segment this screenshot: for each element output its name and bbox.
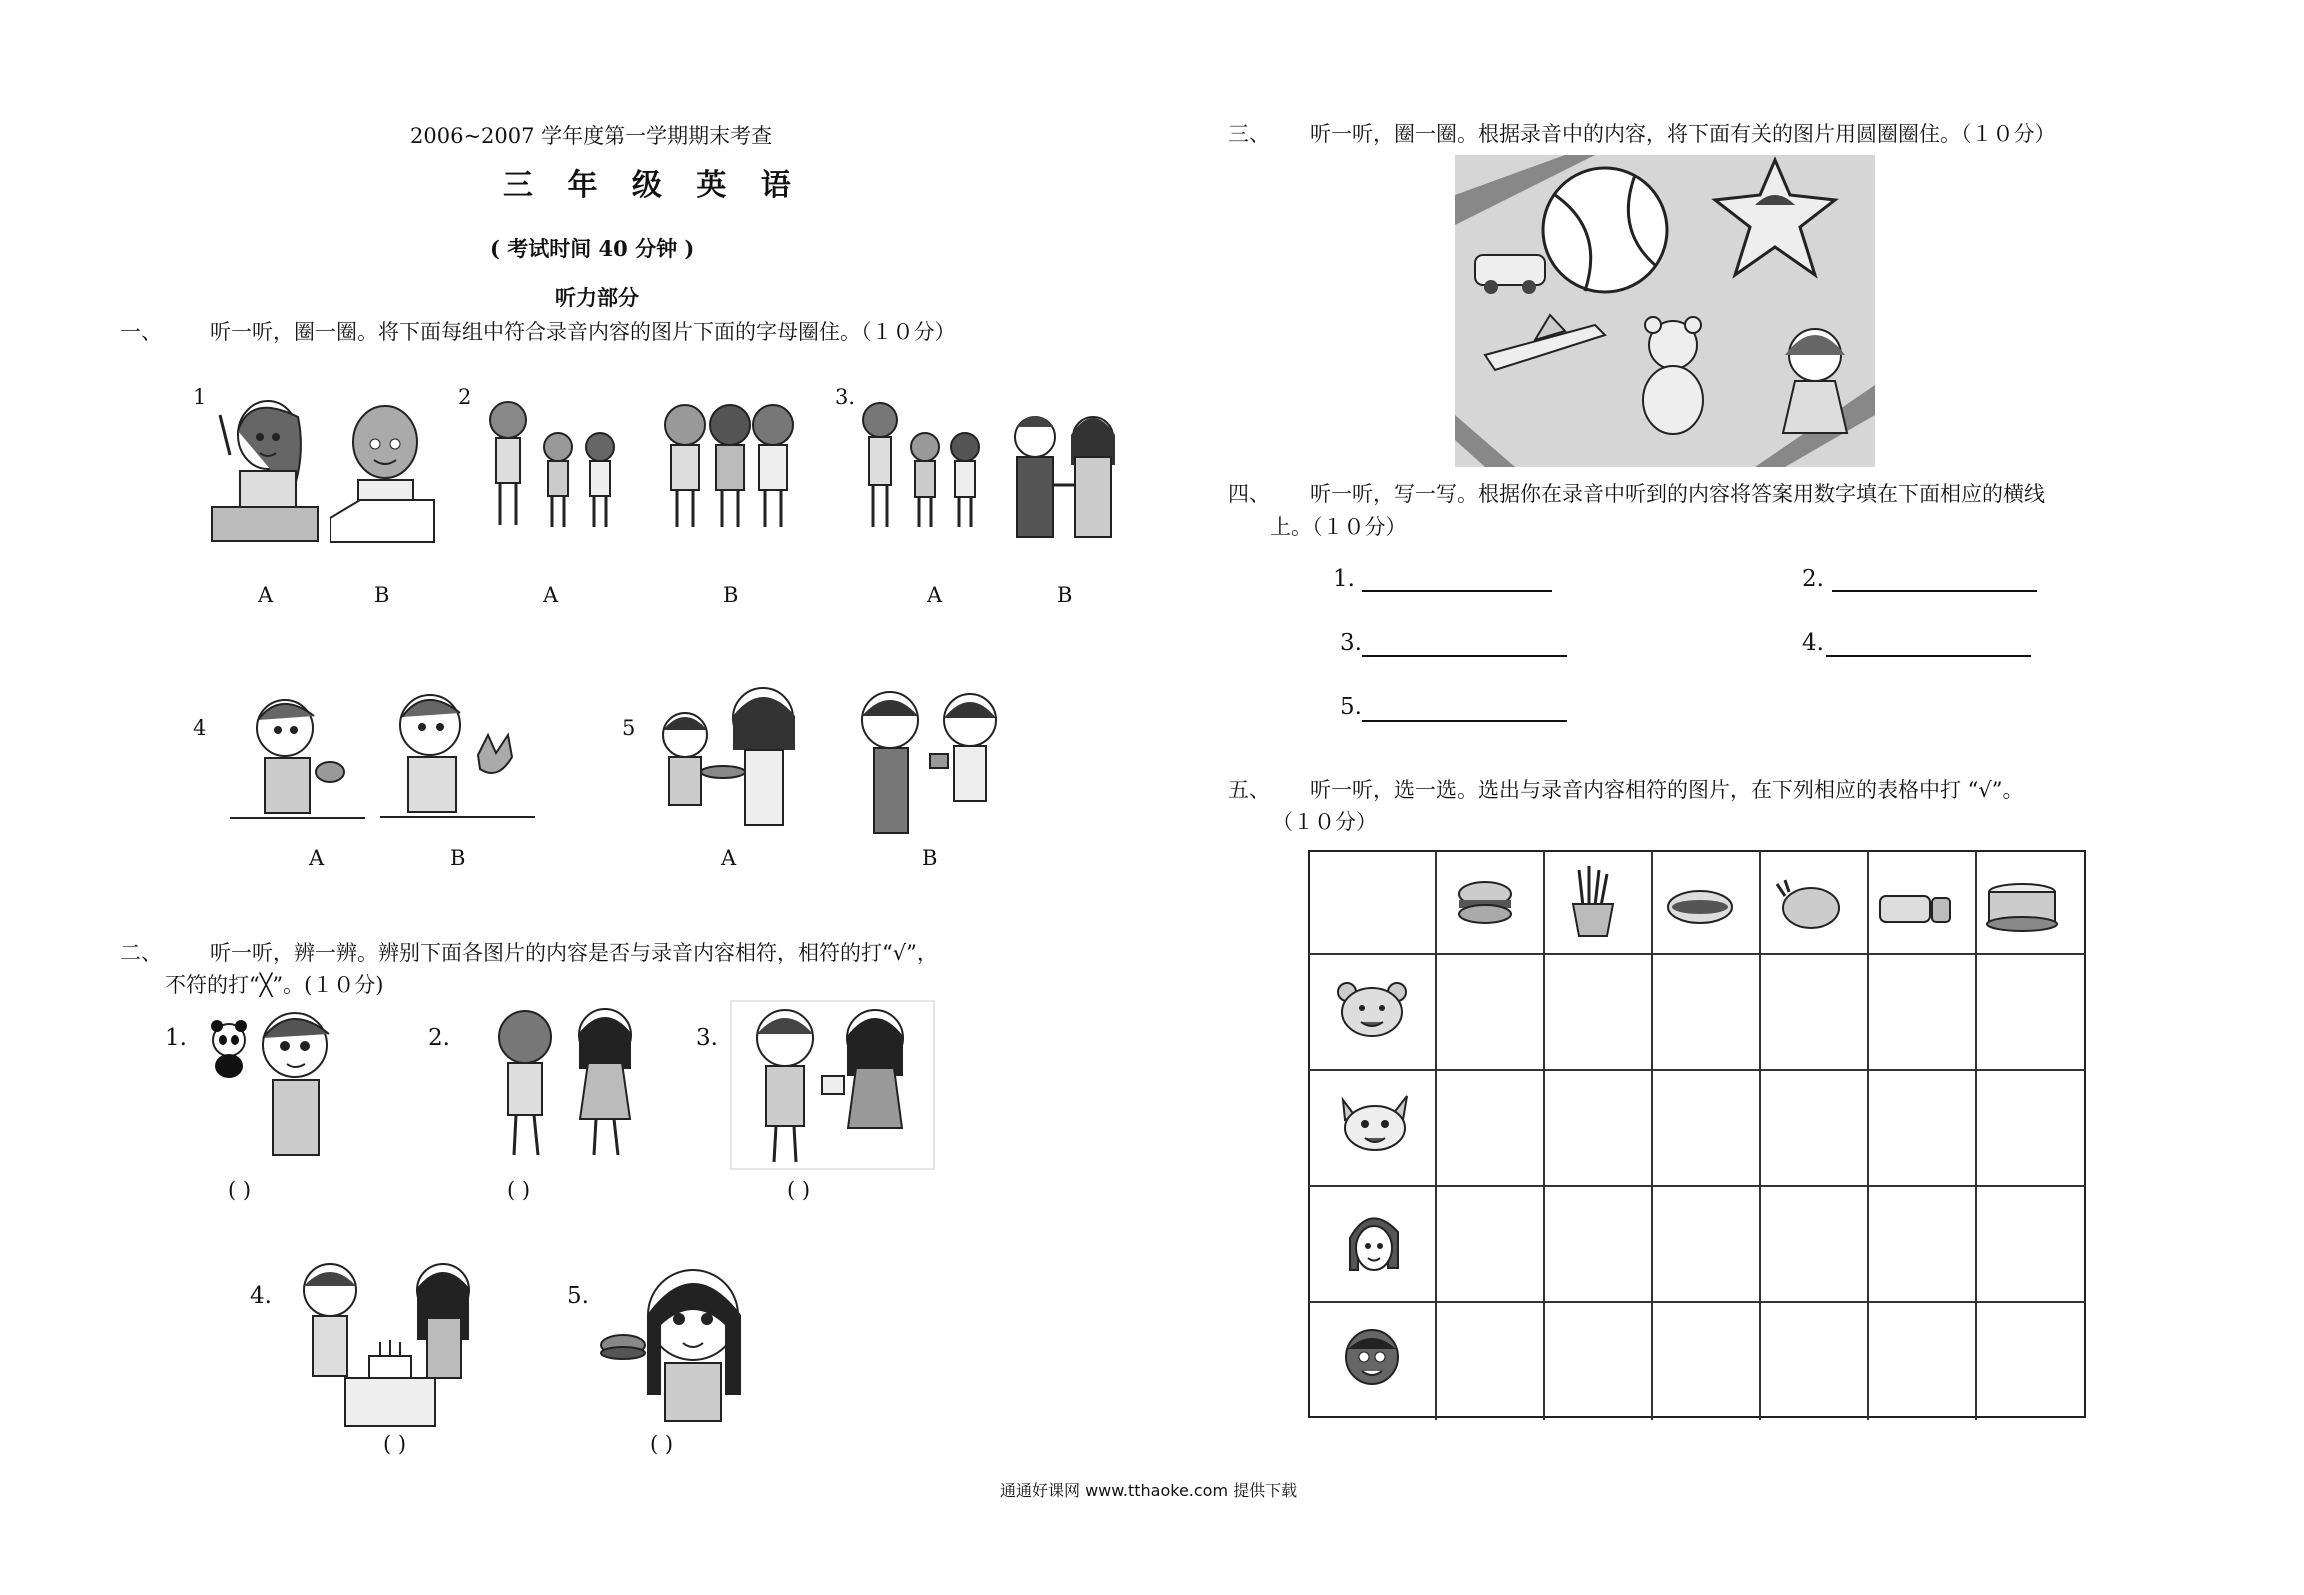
birthday-cake-party-illustration bbox=[285, 1260, 490, 1430]
part1-group4-number: 4 bbox=[193, 716, 207, 740]
girl-with-hamburger-illustration bbox=[595, 1255, 765, 1425]
part1-group1-letter-b[interactable]: B bbox=[374, 583, 390, 607]
part1-group1-picture-b bbox=[330, 400, 435, 545]
part1-group4-picture-a bbox=[230, 690, 365, 830]
bread-icon bbox=[1878, 888, 1953, 928]
chicken-icon bbox=[1775, 878, 1843, 933]
boy-face-icon bbox=[1340, 1325, 1405, 1390]
part2-item4-answer[interactable]: ( ) bbox=[383, 1432, 407, 1456]
part4-blank2-label: 2. bbox=[1802, 566, 1824, 592]
part1-group4-picture-b bbox=[380, 685, 535, 830]
part4-blank5-label: 5. bbox=[1340, 694, 1362, 720]
part1-group4-letter-b[interactable]: B bbox=[450, 846, 466, 870]
part2-item1-number: 1. bbox=[165, 1025, 187, 1051]
french-fries-icon bbox=[1565, 866, 1620, 944]
part4-instruction-line2: 上。（１０分） bbox=[1270, 515, 1407, 539]
boy-and-girl-illustration bbox=[480, 1005, 655, 1165]
part1-group4-letter-a[interactable]: A bbox=[309, 846, 325, 870]
part4-blank1-line[interactable] bbox=[1362, 590, 1552, 592]
part5-answer-grid bbox=[1308, 850, 2086, 1420]
part1-group3-letter-a[interactable]: A bbox=[927, 583, 943, 607]
part5-instruction-line1: 听一听，选一选。选出与录音内容相符的图片，在下列相应的表格中打 “√”。 bbox=[1310, 778, 2024, 802]
part4-instruction-line1: 听一听，写一写。根据你在录音中听到的内容将答案用数字填在下面相应的横线 bbox=[1310, 482, 2045, 506]
part5-instruction-line2: （１０分） bbox=[1272, 810, 1377, 834]
part1-group2-picture-b bbox=[655, 395, 805, 535]
part4-blank2-line[interactable] bbox=[1832, 590, 2037, 592]
part2-item4-number: 4. bbox=[250, 1283, 272, 1309]
part1-group5-letter-b[interactable]: B bbox=[922, 846, 938, 870]
adults-shaking-hands-illustration bbox=[1005, 405, 1125, 540]
year-line: 2006~2007 学年度第一学期期末考查 bbox=[410, 124, 773, 148]
toys-on-rug-illustration bbox=[1455, 155, 1875, 467]
part5-number: 五、 bbox=[1228, 778, 1270, 802]
part2-item3-picture bbox=[730, 1000, 935, 1170]
part4-blank1-label: 1. bbox=[1333, 566, 1355, 592]
part4-blank3-label: 3. bbox=[1340, 630, 1362, 656]
section-label: 听力部分 bbox=[555, 285, 639, 310]
children-exchanging-gifts-illustration bbox=[730, 1000, 935, 1170]
page-title: 三 年 级 英 语 bbox=[503, 168, 803, 203]
part2-item5-number: 5. bbox=[567, 1283, 589, 1309]
part1-number: 一、 bbox=[120, 320, 162, 344]
children-waving-illustration bbox=[855, 395, 990, 535]
part1-group3-picture-a bbox=[855, 395, 990, 535]
part1-group1-number: 1 bbox=[193, 385, 207, 409]
boy-with-cat-toy-illustration bbox=[380, 685, 535, 830]
bear-face-icon bbox=[1335, 980, 1410, 1040]
part2-item1-answer[interactable]: ( ) bbox=[228, 1178, 252, 1202]
part4-blank3-line[interactable] bbox=[1362, 655, 1567, 657]
part3-toys-picture bbox=[1455, 155, 1875, 467]
exam-time: ( 考试时间 40 分钟 ) bbox=[490, 236, 695, 261]
part1-group2-picture-a bbox=[478, 395, 633, 535]
three-children-illustration bbox=[478, 395, 633, 535]
part2-item3-number: 3. bbox=[696, 1025, 718, 1051]
girl-face-icon bbox=[1340, 1208, 1405, 1278]
part2-instruction-line1: 听一听，辨一辨。辨别下面各图片的内容是否与录音内容相符，相符的打“√”， bbox=[210, 941, 938, 965]
part2-item5-picture bbox=[595, 1255, 765, 1425]
cake-icon bbox=[1985, 880, 2060, 935]
part2-item5-answer[interactable]: ( ) bbox=[650, 1432, 674, 1456]
part4-blank5-line[interactable] bbox=[1362, 720, 1567, 722]
part1-group5-picture-b bbox=[850, 680, 1015, 840]
part1-group1-picture bbox=[210, 395, 320, 545]
boy-girl-cake-illustration bbox=[850, 680, 1015, 840]
boy-with-panda-illustration bbox=[205, 1000, 360, 1160]
part1-group2-letter-a[interactable]: A bbox=[543, 583, 559, 607]
part4-number: 四、 bbox=[1228, 482, 1270, 506]
part2-item2-picture bbox=[480, 1005, 655, 1165]
cat-face-icon bbox=[1335, 1090, 1415, 1155]
part1-group5-number: 5 bbox=[622, 716, 636, 740]
grid-lines bbox=[1308, 850, 2086, 1420]
part2-item2-answer[interactable]: ( ) bbox=[507, 1178, 531, 1202]
boy-with-dog-toy-illustration bbox=[230, 690, 365, 830]
part1-group1-letter-a[interactable]: A bbox=[258, 583, 274, 607]
hamburger-icon bbox=[1455, 878, 1515, 928]
part2-item1-picture bbox=[205, 1000, 360, 1160]
part2-number: 二、 bbox=[120, 941, 162, 965]
part4-blank4-line[interactable] bbox=[1826, 655, 2031, 657]
boy-girl-giving-gift-illustration bbox=[645, 680, 815, 835]
footer-text: 通通好课网 www.tthaoke.com 提供下载 bbox=[1000, 1481, 1298, 1500]
part2-instruction-line2: 不符的打“╳”。(１０分) bbox=[165, 973, 384, 997]
part1-group3-number: 3. bbox=[835, 385, 856, 409]
children-shaking-hands-illustration bbox=[655, 395, 805, 535]
part1-group2-number: 2 bbox=[458, 385, 472, 409]
part1-instruction: 听一听，圈一圈。将下面每组中符合录音内容的图片下面的字母圈住。（１０分） bbox=[210, 320, 956, 344]
part4-blank4-label: 4. bbox=[1802, 630, 1824, 656]
part2-item2-number: 2. bbox=[428, 1025, 450, 1051]
part3-instruction: 听一听，圈一圈。根据录音中的内容，将下面有关的图片用圆圈圈住。（１０分） bbox=[1310, 122, 2056, 146]
part2-item4-picture bbox=[285, 1260, 490, 1430]
part1-group3-letter-b[interactable]: B bbox=[1057, 583, 1073, 607]
part1-group5-picture-a bbox=[645, 680, 815, 835]
part2-item3-answer[interactable]: ( ) bbox=[787, 1178, 811, 1202]
part1-group5-letter-a[interactable]: A bbox=[721, 846, 737, 870]
hot-dog-icon bbox=[1665, 885, 1735, 930]
part1-group2-letter-b[interactable]: B bbox=[723, 583, 739, 607]
part3-number: 三、 bbox=[1228, 122, 1270, 146]
part1-group3-picture-b bbox=[1005, 405, 1125, 540]
boy-desk-illustration bbox=[330, 400, 435, 545]
girl-writing-illustration bbox=[210, 395, 320, 545]
